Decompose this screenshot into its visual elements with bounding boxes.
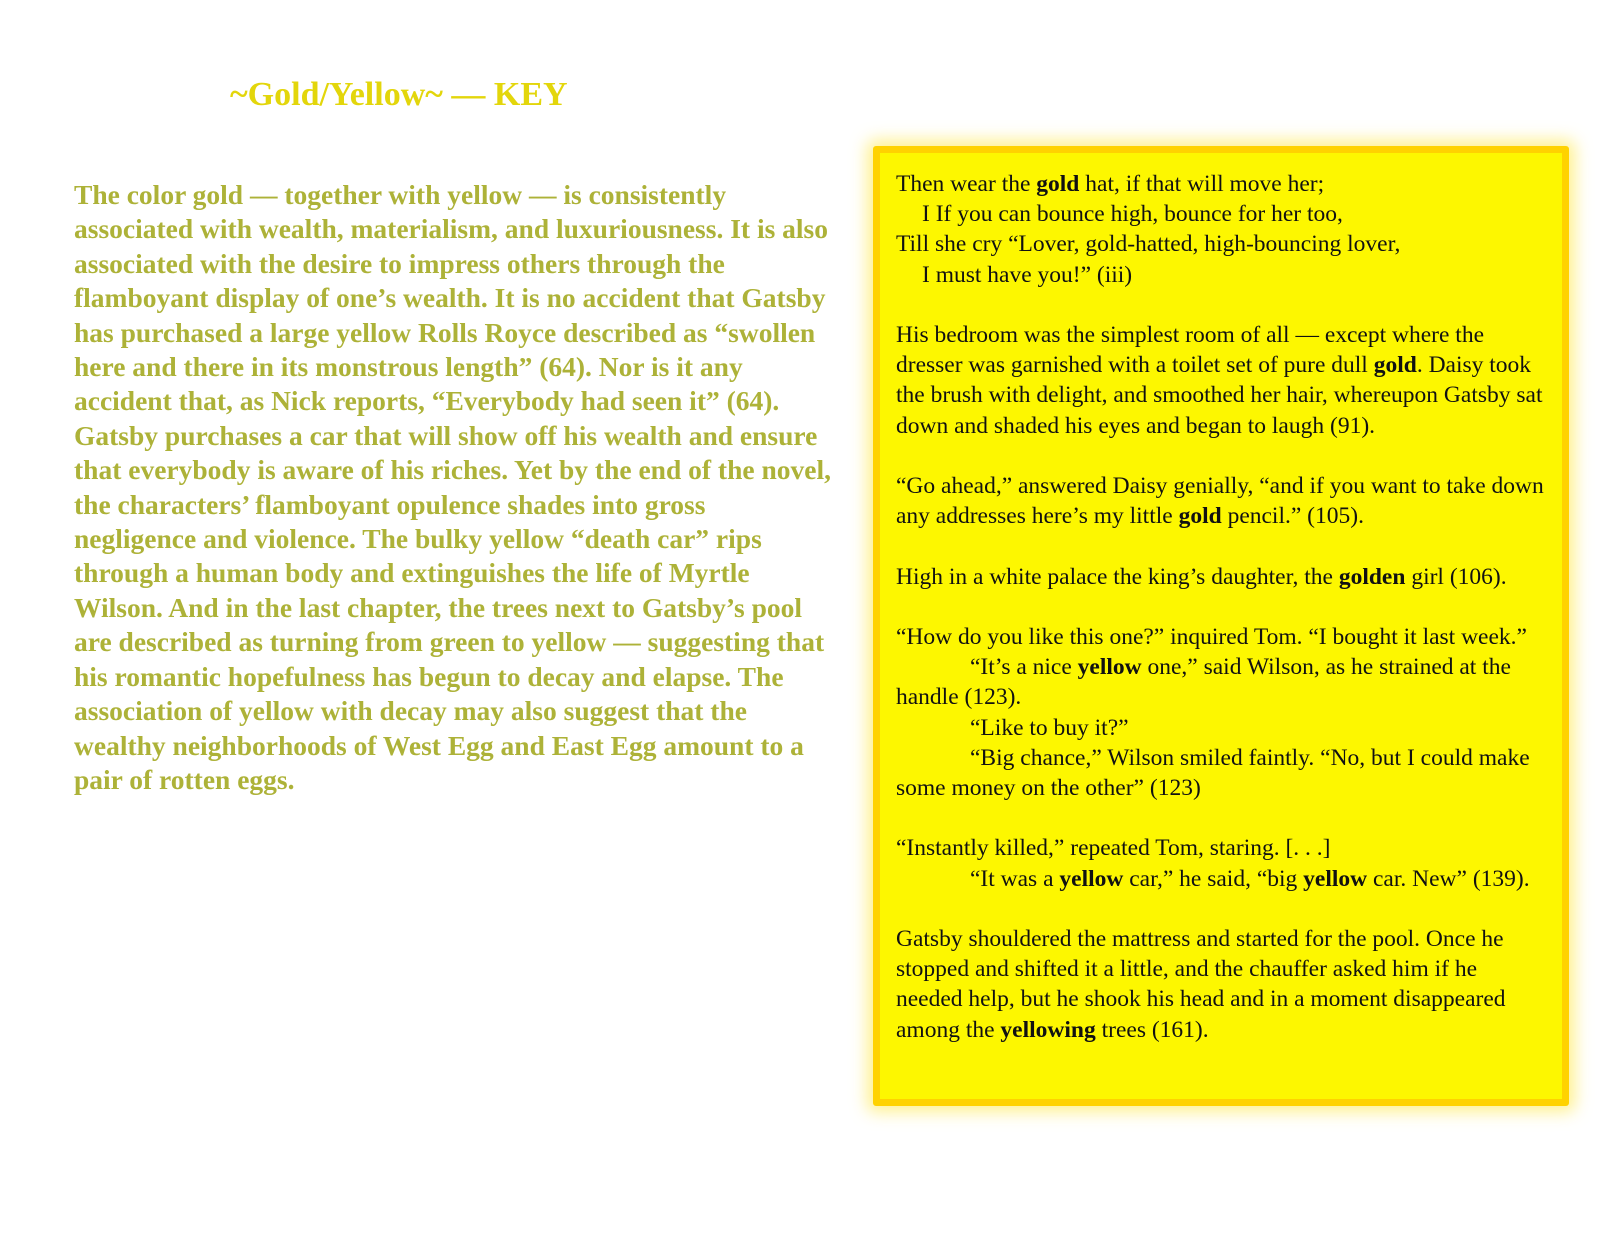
quote-text: “Go ahead,” answered Daisy genially, “and if you want to take down any addresses here’s my little xyxy=(896,473,1544,530)
quote-line: I If you can bounce high, bounce for her too, xyxy=(922,201,1343,228)
keyword-yellow: yellow xyxy=(1303,865,1368,892)
quote-line: I must have you!” (iii) xyxy=(922,261,1133,288)
keyword-golden: golden xyxy=(1338,563,1406,590)
quote-text: “It’s a nice xyxy=(970,654,1078,681)
keyword-yellowing: yellowing xyxy=(1000,1016,1096,1043)
quote-line xyxy=(896,743,1548,803)
quote-line xyxy=(896,652,1548,712)
essay-paragraph: The color gold — together with yellow — is consistently associated with wealth, materialism, and luxuriousness. It is also associated with the desire to impress others through the flamboyant display of one’s wealth. It is no accident that Gatsby has purchased a large yellow Rolls Royce described as “swollen here and there in its monstrous length” (64). Nor is it any accident that, as Nick reports, “Everybody had seen it” (64). Gatsby purchases a car that will show off his wealth and ensure that everybody is aware of his riches. Yet by the end of the novel, the characters’ flamboyant opulence shades into gross negligence and violence. The bulky yellow “death car” rips through a human body and extinguishes the life of Myrtle Wilson. And in the last chapter, the trees next to Gatsby’s pool are described as turning from green to yellow — suggesting that his romantic hopefulness has begun to decay and elapse. The association of yellow with decay may also suggest that the wealthy neighborhoods of West Egg and East Egg amount to a pair of rotten eggs. xyxy=(74,179,831,795)
quote-text: His bedroom was the simplest room of all — except where the dresser was garnished with a toilet set of pure dull xyxy=(896,322,1485,379)
quote-text: hat, if that will move her; xyxy=(1079,171,1325,197)
quotations-box xyxy=(873,146,1569,1106)
keyword-gold: gold xyxy=(1036,171,1080,197)
quote-wilson-car xyxy=(896,622,1548,803)
quote-bedroom xyxy=(896,320,1548,441)
keyword-yellow: yellow xyxy=(1059,865,1124,892)
quote-text: “It was a xyxy=(970,865,1060,892)
quote-text: pencil.” (105). xyxy=(1221,503,1364,530)
keyword-yellow: yellow xyxy=(1077,654,1142,681)
quote-text: girl (106). xyxy=(1405,563,1507,590)
quote-mattress xyxy=(896,924,1548,1045)
quote-text: car,” he said, “big xyxy=(1123,865,1304,892)
quote-line: Till she cry “Lover, gold-hatted, high-bouncing lover, xyxy=(896,231,1401,258)
keyword-gold: gold xyxy=(1178,503,1222,530)
quote-text: Gatsby shouldered the mattress and started for the pool. Once he stopped and shifted it a little, and the chauffer asked him if he needed help, but he shook his head and in a moment disappeared among the xyxy=(896,925,1506,1043)
quote-text: Then wear the xyxy=(896,171,1037,197)
keyword-gold: gold xyxy=(1373,352,1417,379)
quote-text: trees (161). xyxy=(1095,1016,1209,1043)
page-title: ~Gold/Yellow~ — KEY xyxy=(230,76,568,113)
quote-line: “Like to buy it?” xyxy=(970,714,1129,741)
quote-line xyxy=(896,864,1548,894)
quote-golden-girl xyxy=(896,562,1548,592)
quote-line xyxy=(896,169,1548,199)
quote-line: “How do you like this one?” inquired Tom. “I bought it last week.” xyxy=(896,623,1527,650)
quote-line: “Instantly killed,” repeated Tom, staring. [. . .] xyxy=(896,835,1331,862)
quote-text: . Daisy took the brush with delight, and smoothed her hair, whereupon Gatsby sat down and shaded his eyes and began to laugh (91). xyxy=(896,352,1543,439)
quote-pencil xyxy=(896,471,1548,531)
quote-text: car. New” (139). xyxy=(1367,865,1530,892)
quote-text: High in a white palace the king’s daughter, the xyxy=(896,563,1339,590)
quote-text: “Big chance,” Wilson smiled faintly. “No, but I could make some money on the other” (123) xyxy=(896,744,1530,801)
quote-instantly-killed xyxy=(896,833,1548,893)
quote-poem xyxy=(896,169,1548,290)
quote-text: one,” said Wilson, as he strained at the handle (123). xyxy=(896,654,1511,711)
